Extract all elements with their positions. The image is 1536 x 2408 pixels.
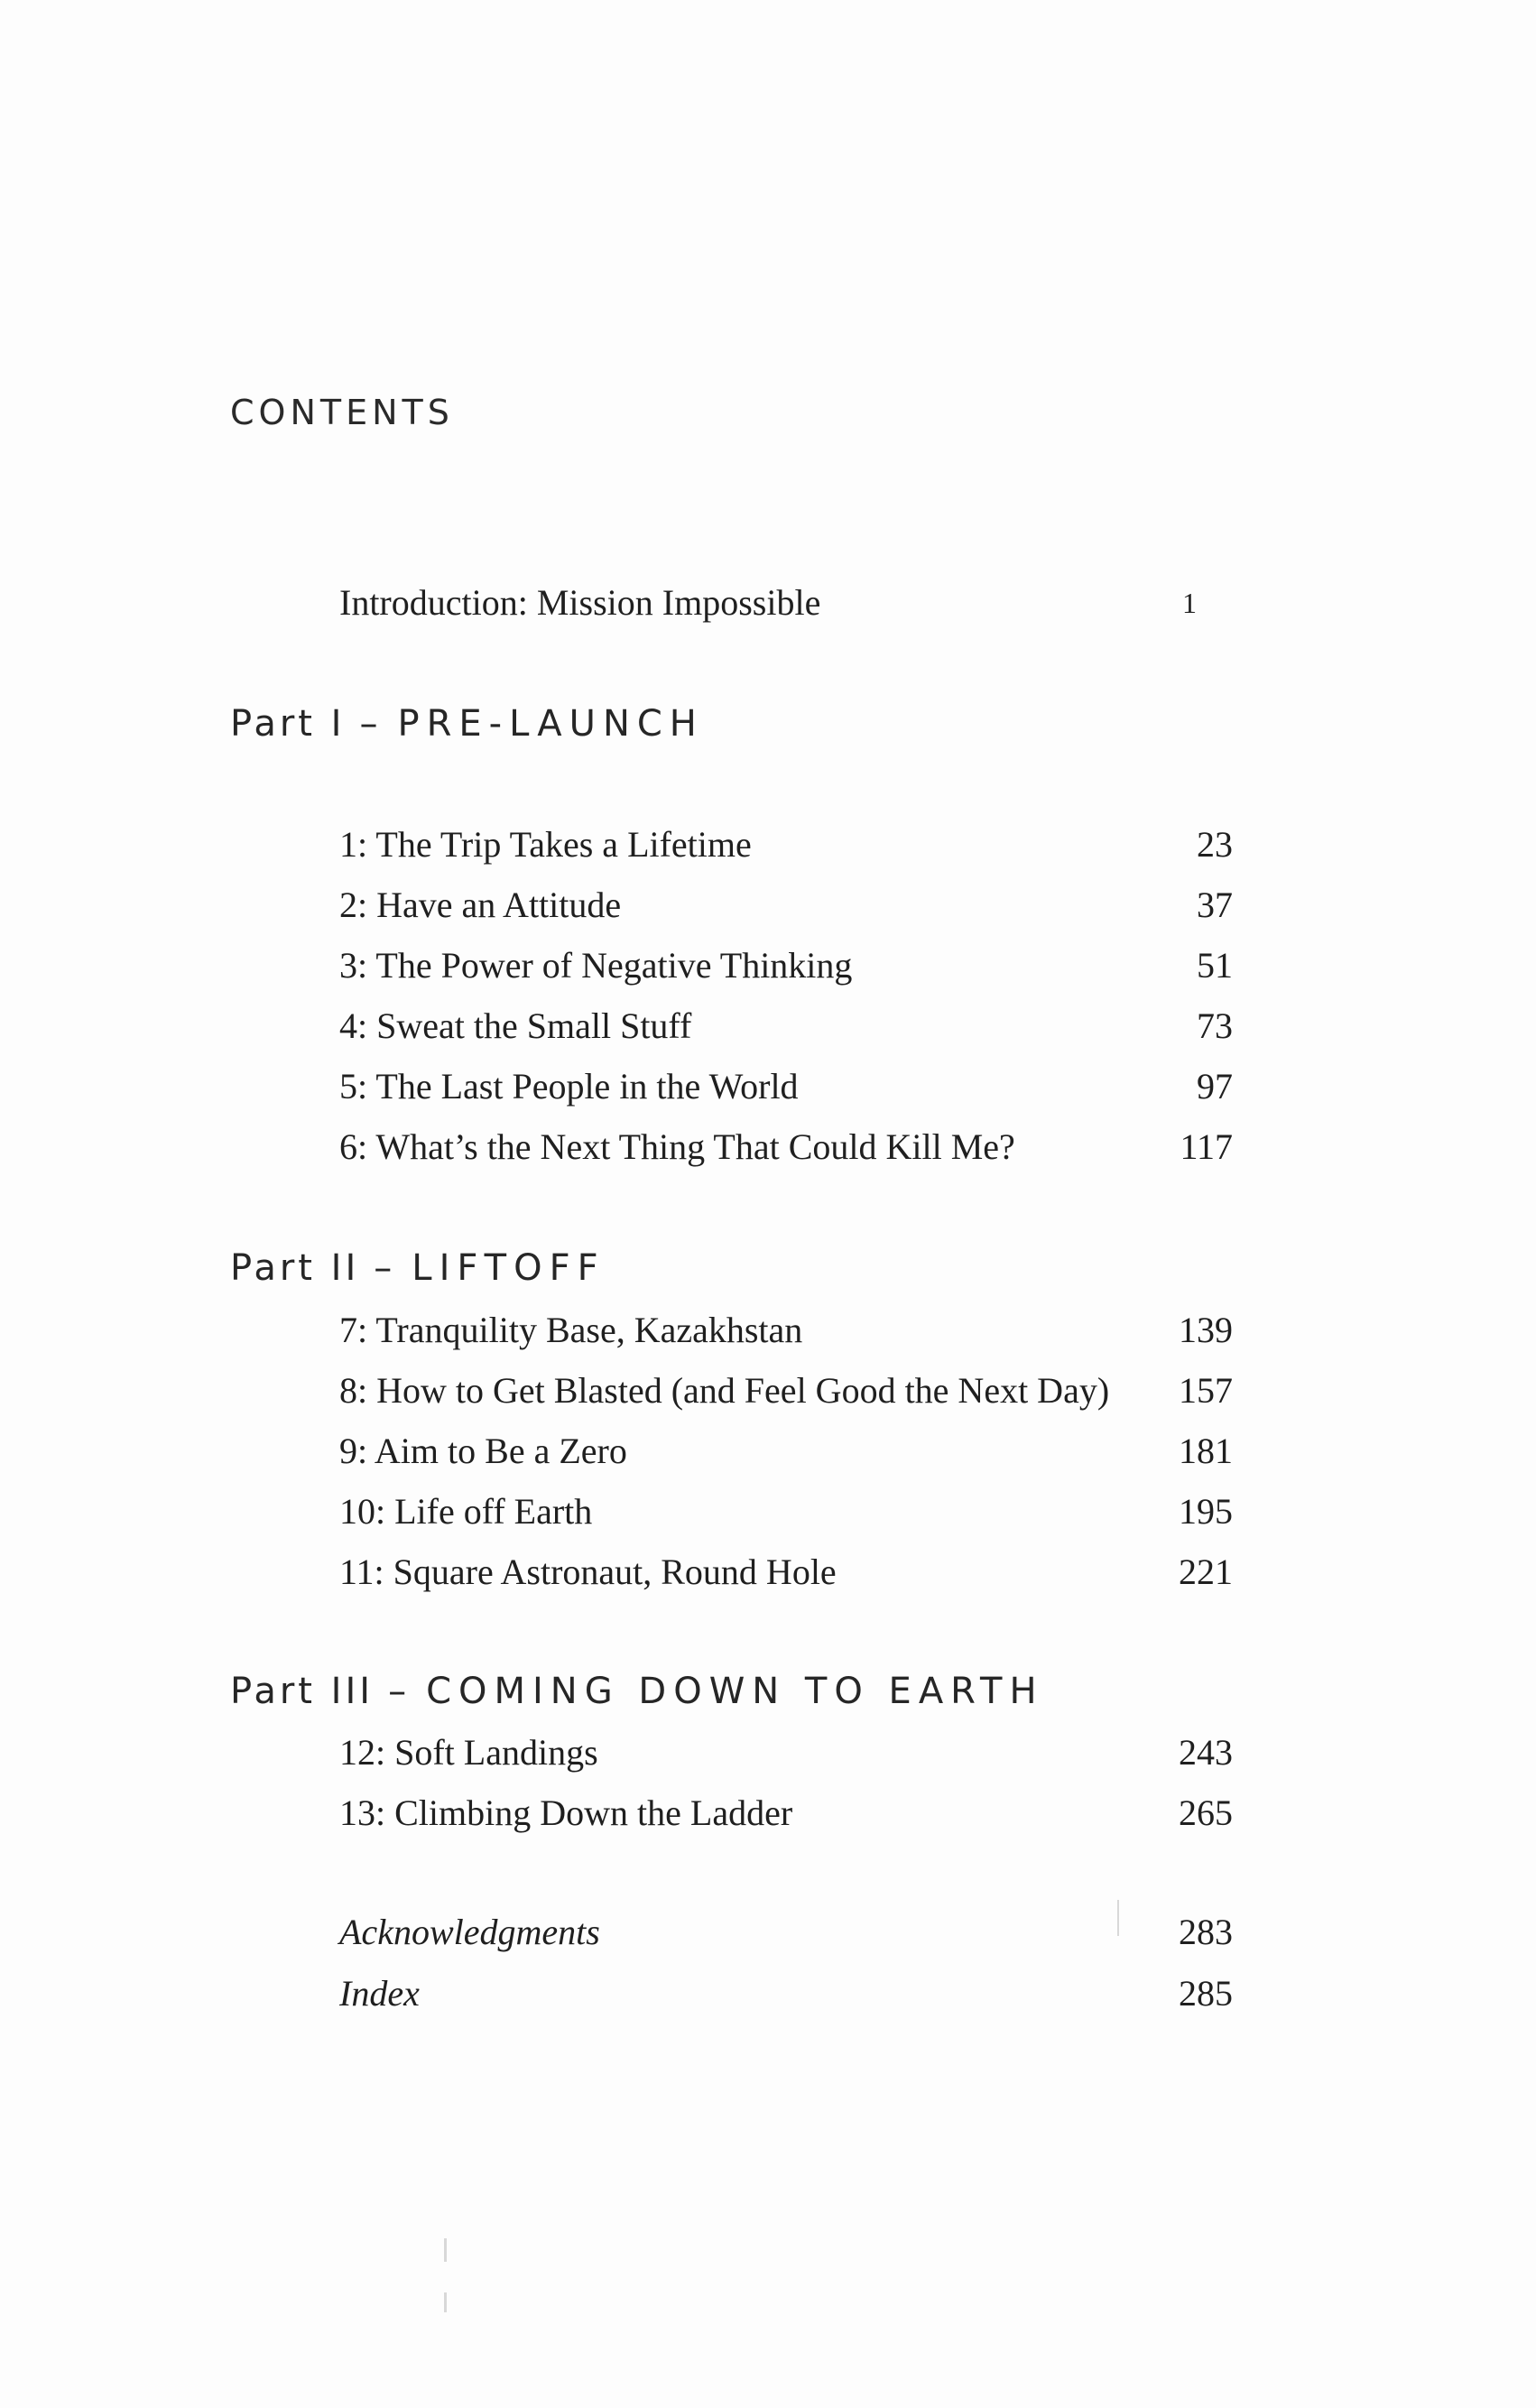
toc-entry-index [339, 1970, 1233, 2017]
part-prefix: Part I [230, 703, 346, 745]
part-prefix: Part II [230, 1247, 360, 1289]
part-dash: – [359, 703, 382, 745]
toc-entry-chapter-1 [339, 821, 1233, 868]
entry-title: Index [339, 1973, 420, 2014]
contents-heading: CONTENTS [230, 393, 454, 432]
entry-page-number: 139 [1179, 1310, 1233, 1350]
toc-entry-chapter-9 [339, 1428, 1233, 1475]
part-dash: – [388, 1671, 411, 1712]
toc-entry-chapter-5 [339, 1063, 1233, 1110]
toc-entry-chapter-11 [339, 1549, 1233, 1596]
entry-title: 3: The Power of Negative Thinking [339, 945, 853, 986]
entry-title: 4: Sweat the Small Stuff [339, 1005, 692, 1046]
part-title: LIFTOFF [412, 1247, 606, 1289]
entry-title: 12: Soft Landings [339, 1732, 598, 1773]
entry-title: 2: Have an Attitude [339, 884, 622, 925]
entry-title: 7: Tranquility Base, Kazakhstan [339, 1310, 803, 1350]
scan-speck [444, 2238, 447, 2262]
entry-page-number: 195 [1179, 1491, 1233, 1532]
toc-entry-chapter-10 [339, 1488, 1233, 1535]
entry-page-number: 265 [1179, 1792, 1233, 1833]
part-heading-1 [230, 703, 704, 745]
entry-page-number: 97 [1197, 1066, 1233, 1107]
entry-title: 8: How to Get Blasted (and Feel Good the Next Day) [339, 1370, 1110, 1411]
entry-title: 1: The Trip Takes a Lifetime [339, 824, 752, 865]
toc-entry-chapter-2 [339, 882, 1233, 929]
entry-page-number: 243 [1179, 1732, 1233, 1773]
entry-title: 6: What’s the Next Thing That Could Kill Me? [339, 1126, 1015, 1167]
entry-page-number: 1 [1182, 587, 1197, 619]
entry-title: Introduction: Mission Impossible [339, 582, 821, 623]
toc-entry-chapter-6 [339, 1124, 1233, 1171]
scan-speck [1117, 1900, 1119, 1936]
entry-title: 10: Life off Earth [339, 1491, 593, 1532]
entry-page-number: 181 [1179, 1431, 1233, 1471]
entry-page-number: 73 [1197, 1005, 1233, 1046]
entry-title: 9: Aim to Be a Zero [339, 1431, 627, 1471]
toc-entry-chapter-8 [339, 1367, 1233, 1414]
entry-title: Acknowledgments [339, 1912, 600, 1952]
entry-page-number: 221 [1179, 1551, 1233, 1592]
part-heading-2 [230, 1247, 606, 1289]
entry-page-number: 283 [1179, 1912, 1233, 1952]
toc-entry-chapter-4 [339, 1003, 1233, 1050]
toc-entry-chapter-7 [339, 1307, 1233, 1354]
toc-entry-chapter-13 [339, 1790, 1233, 1837]
toc-entry-chapter-12 [339, 1729, 1233, 1776]
scan-speck [444, 2292, 447, 2312]
entry-page-number: 37 [1197, 884, 1233, 925]
entry-page-number: 23 [1197, 824, 1233, 865]
entry-page-number: 51 [1197, 945, 1233, 986]
entry-title: 11: Square Astronaut, Round Hole [339, 1551, 837, 1592]
toc-entry-acknowledgments [339, 1909, 1233, 1956]
part-prefix: Part III [230, 1671, 375, 1712]
entry-page-number: 117 [1180, 1126, 1233, 1167]
toc-entry-introduction [339, 579, 1233, 626]
entry-title: 13: Climbing Down the Ladder [339, 1792, 793, 1833]
toc-entry-chapter-3 [339, 942, 1233, 989]
part-title: PRE-LAUNCH [397, 703, 704, 745]
entry-page-number: 157 [1179, 1370, 1233, 1411]
entry-page-number: 285 [1179, 1973, 1233, 2014]
part-dash: – [374, 1247, 396, 1289]
part-heading-3 [230, 1671, 1044, 1712]
entry-title: 5: The Last People in the World [339, 1066, 799, 1107]
part-title: COMING DOWN TO EARTH [426, 1671, 1044, 1712]
